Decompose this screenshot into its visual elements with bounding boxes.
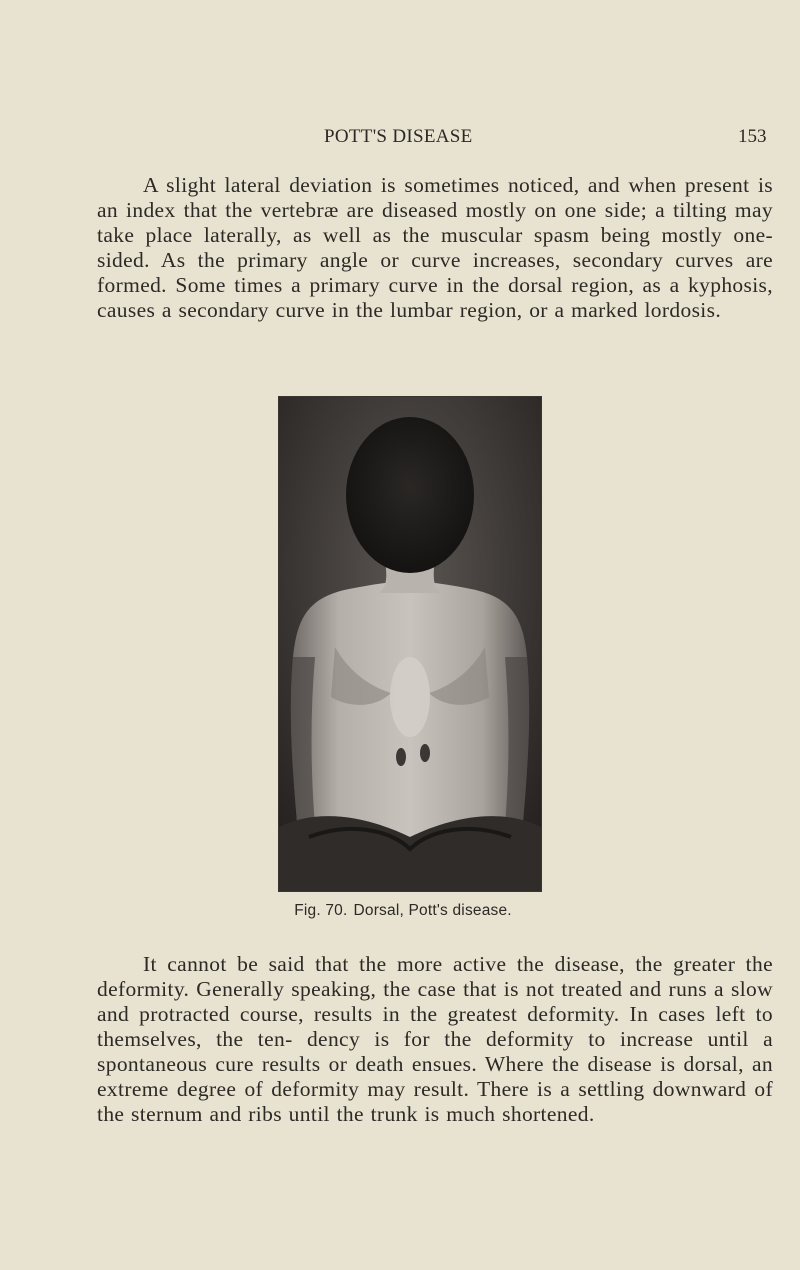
figure-photograph: [278, 396, 542, 892]
figure-caption: [0, 902, 800, 920]
page-header: [0, 120, 800, 150]
body-paragraph: A slight lateral deviation is sometimes noticed, and when present is an index that the vertebræ are diseased mostly on one side; a tilting may take place laterally, as well as the muscular spasm being mostly one-sided. As the primary angle or curve increases, secondary curves are formed. Some times a primary curve in the dorsal region, as a kyphosis, causes a secondary curve in the lumbar region, or a marked lordosis.: [97, 173, 773, 322]
figure-caption-text: Dorsal, Pott's disease.: [353, 902, 512, 919]
running-title: POTT'S DISEASE: [324, 126, 473, 147]
page-number: 153: [738, 126, 767, 147]
body-paragraph: It cannot be said that the more active the disease, the greater the deformity. Generally speaking, the case that is not treated and runs a slow and protracted course, results in the greatest deformity. In cases left to themselves, the ten- dency is for the deformity to increase until a spontaneous cure results or death ensues. Where the disease is dorsal, an extreme degree of deformity may result. There is a settling downward of the sternum and ribs until the trunk is much shortened.: [97, 952, 773, 1126]
figure-label: Fig. 70.: [294, 902, 348, 919]
patient-back-photo: [279, 397, 541, 891]
